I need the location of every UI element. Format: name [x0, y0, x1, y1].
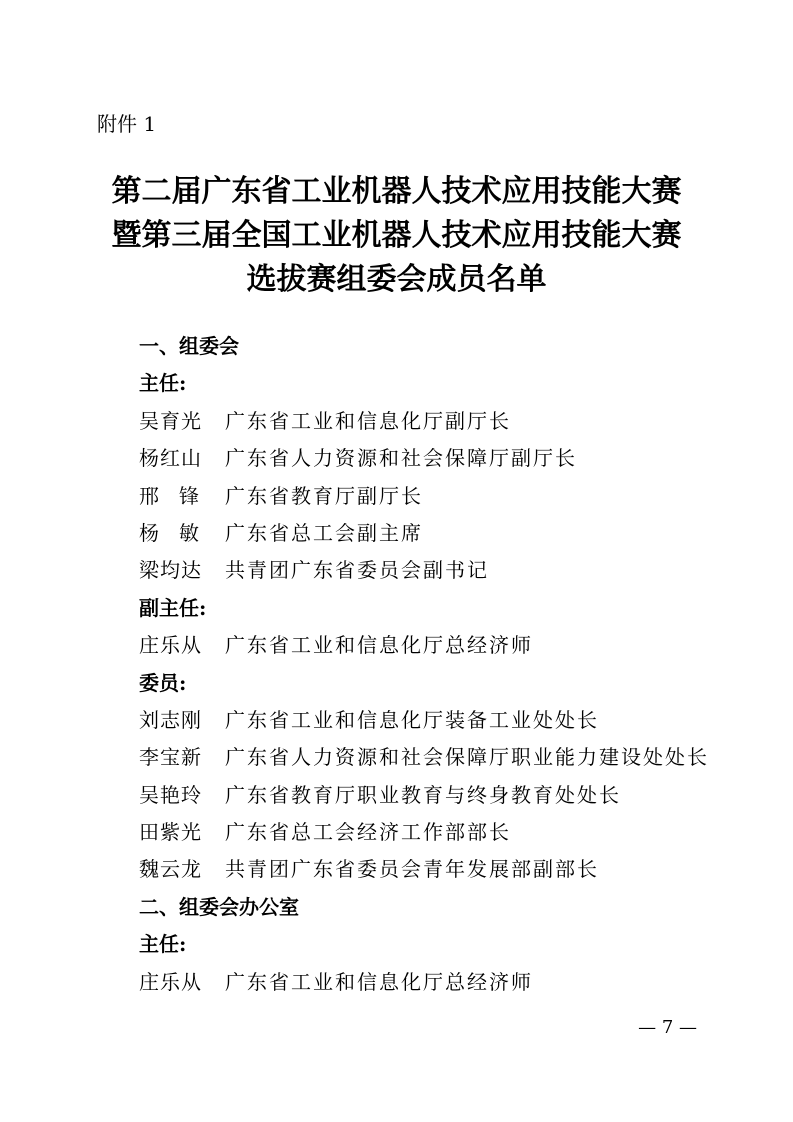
page-number: — 7 — [638, 1017, 697, 1038]
member-title: 广东省教育厅职业教育与终身教育处处长 [225, 782, 621, 807]
member-name: 吴育光 [139, 408, 202, 433]
member-list [139, 328, 759, 1001]
list-item [139, 552, 759, 589]
list-item [139, 964, 759, 1001]
list-item [139, 515, 759, 552]
member-title: 广东省工业和信息化厅总经济师 [225, 969, 533, 994]
section-heading: 一、组委会 [139, 334, 239, 358]
member-title: 广东省总工会副主席 [225, 520, 423, 545]
member-name: 杨 敏 [139, 520, 199, 545]
member-title: 广东省工业和信息化厅总经济师 [225, 633, 533, 658]
list-item [139, 627, 759, 664]
role-label: 主任: [139, 371, 187, 396]
document-title [0, 170, 793, 302]
title-line: 暨第三届全国工业机器人技术应用技能大赛 [111, 218, 682, 253]
list-item [139, 814, 759, 851]
member-name: 杨红山 [139, 446, 202, 471]
member-title: 广东省教育厅副厅长 [225, 483, 423, 508]
title-line: 第二届广东省工业机器人技术应用技能大赛 [111, 174, 682, 209]
list-item [139, 739, 759, 776]
member-name: 邢 锋 [139, 483, 199, 508]
member-name: 魏云龙 [139, 857, 202, 882]
member-name: 吴艳玲 [139, 782, 202, 807]
list-item [139, 478, 759, 515]
member-name: 李宝新 [139, 745, 202, 770]
member-name: 刘志刚 [139, 707, 202, 732]
member-name: 庄乐从 [139, 969, 202, 994]
role-label: 副主任: [139, 595, 207, 620]
member-name: 田紫光 [139, 820, 202, 845]
member-title: 共青团广东省委员会青年发展部副部长 [225, 857, 599, 882]
member-title: 共青团广东省委员会副书记 [225, 558, 489, 583]
list-item [139, 702, 759, 739]
list-item [139, 440, 759, 477]
role-label: 主任: [139, 932, 187, 957]
member-title: 广东省总工会经济工作部部长 [225, 820, 511, 845]
list-item [139, 403, 759, 440]
list-item [139, 777, 759, 814]
title-line: 选拔赛组委会成员名单 [246, 262, 547, 297]
member-title: 广东省工业和信息化厅副厅长 [225, 408, 511, 433]
member-title: 广东省人力资源和社会保障厅职业能力建设处处长 [225, 745, 709, 770]
member-name: 梁均达 [139, 558, 202, 583]
list-item [139, 851, 759, 888]
role-label: 委员: [139, 670, 187, 695]
member-title: 广东省工业和信息化厅装备工业处处长 [225, 707, 599, 732]
member-title: 广东省人力资源和社会保障厅副厅长 [225, 446, 577, 471]
attachment-label: 附件 1 [97, 112, 157, 136]
section-heading: 二、组委会办公室 [139, 894, 299, 919]
member-name: 庄乐从 [139, 633, 202, 658]
